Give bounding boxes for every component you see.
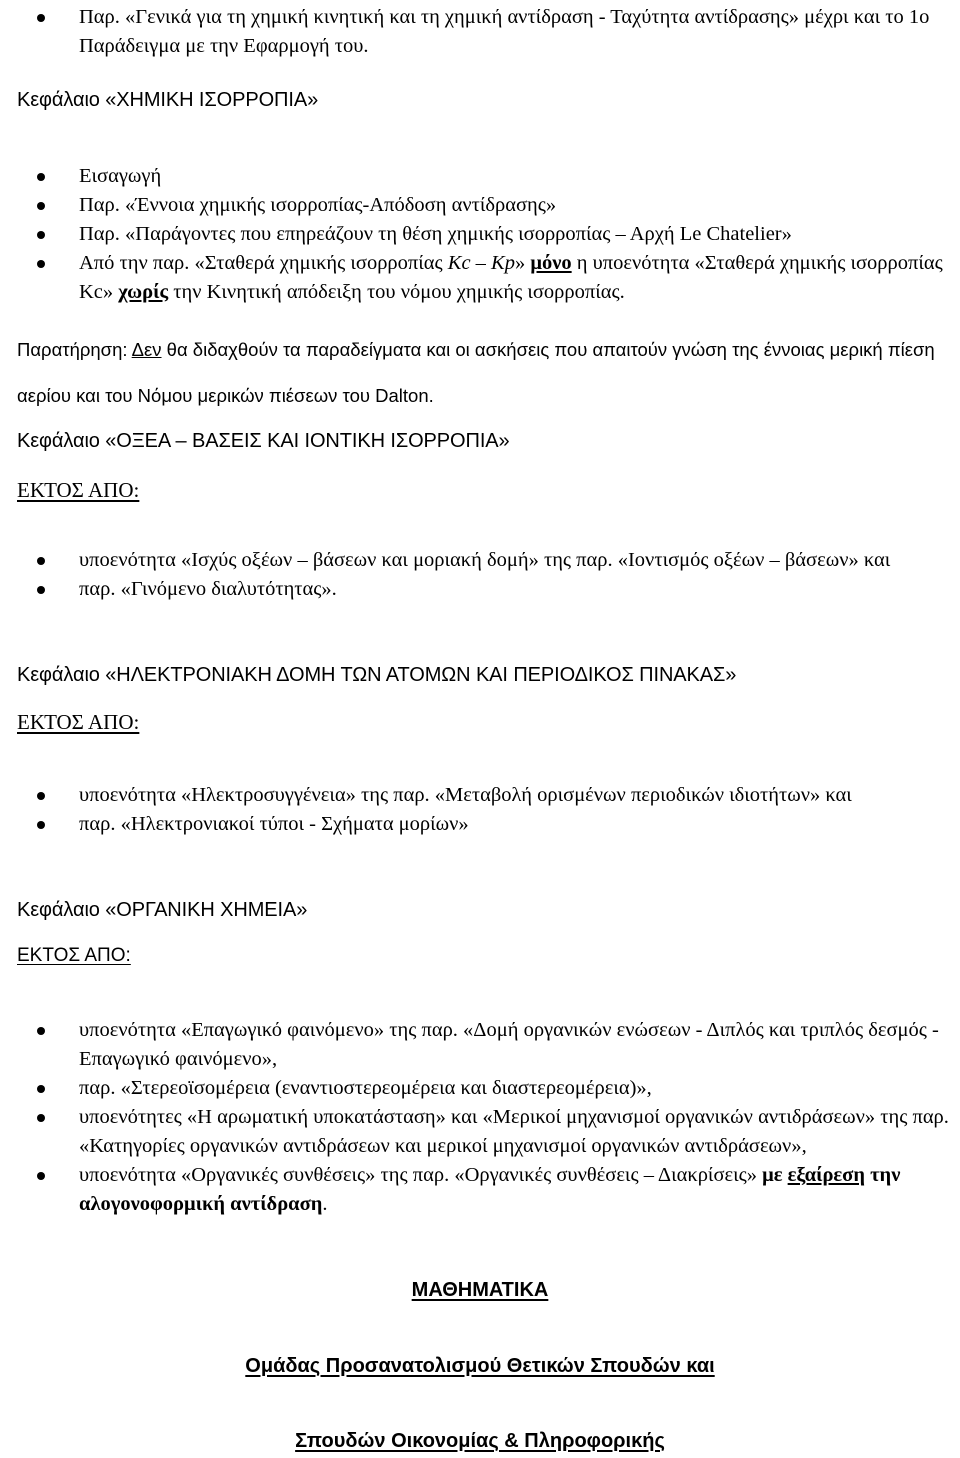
group-title-line1: Ομάδας Προσανατολισμού Θετικών Σπουδών και <box>245 1355 715 1377</box>
list-item: Παρ. «Παράγοντες που επηρεάζουν τη θέση χημικής ισορροπίας – Αρχή Le Chatelier» <box>0 220 960 249</box>
note-paragraph: Παρατήρηση: Δεν θα διδαχθούν τα παραδείγματα και οι ασκήσεις που απαιτούν γνώση της έννοιας μερική πίεση αερίου και του Νόμου μερικών πιέσεων του Dalton. <box>17 339 935 406</box>
list-item: υποενότητα «Οργανικές συνθέσεις» της παρ. «Οργανικές συνθέσεις – Διακρίσεις» με εξαίρεση την αλογονοφορμική αντίδραση. <box>0 1161 960 1219</box>
list-item: παρ. «Στερεοϊσομέρεια (εναντιοστερεομέρεια και διαστερεομέρεια)», <box>0 1074 960 1103</box>
list-item: υποενότητες «Η αρωματική υποκατάσταση» και «Μερικοί μηχανισμοί οργανικών αντιδράσεων» της παρ. «Κατηγορίες οργανικών αντιδράσεων και μερικοί μηχανισμοί οργανικών αντιδράσεων», <box>0 1103 960 1161</box>
list-item: Από την παρ. «Σταθερά χημικής ισορροπίας Kc – Kp» μόνο η υποενότητα «Σταθερά χημικής ισορροπίας Kc» χωρίς την Κινητική απόδειξη του νόμου χημικής ισορροπίας. <box>0 249 960 307</box>
list-item: παρ. «Ηλεκτρονιακοί τύποι - Σχήματα μορίων» <box>0 810 960 839</box>
chapter2-list <box>0 546 960 604</box>
bullet-icon <box>37 1172 45 1180</box>
chapter-title-organic-chemistry: Κεφάλαιο «ΟΡΓΑΝΙΚΗ ΧΗΜΕΙΑ» <box>17 899 308 921</box>
bullet-icon <box>37 1027 45 1035</box>
list-item: υποενότητα «Επαγωγικό φαινόμενο» της παρ. «Δομή οργανικών ενώσεων - Διπλός και τριπλός δεσμός - Επαγωγικό φαινόμενο», <box>0 1016 960 1074</box>
note-label: Παρατήρηση: <box>17 339 128 360</box>
exception-emphasis: εξαίρεση <box>787 1164 865 1186</box>
bullet-icon <box>37 792 45 800</box>
chapter4-list <box>0 1016 960 1219</box>
list-item: Παρ. «Έννοια χημικής ισορροπίας-Απόδοση αντίδρασης» <box>0 191 960 220</box>
only-emphasis: μόνο <box>530 252 572 274</box>
chapter-title-electronic-structure: Κεφάλαιο «ΗΛΕΚΤΡΟΝΙΑΚΗ ΔΟΜΗ ΤΩΝ ΑΤΟΜΩΝ ΚΑΙ ΠΕΡΙΟΔΙΚΟΣ ΠΙΝΑΚΑΣ» <box>17 664 737 686</box>
list-item: Εισαγωγή <box>0 162 960 191</box>
bullet-icon <box>37 14 45 22</box>
bullet-icon <box>37 173 45 181</box>
chapter3-list <box>0 781 960 839</box>
list-item <box>0 3 960 61</box>
except-label: ΕΚΤΟΣ ΑΠΟ: <box>17 710 140 734</box>
except-label: ΕΚΤΟΣ ΑΠΟ: <box>17 478 140 502</box>
not-emphasis: Δεν <box>131 339 162 360</box>
bullet-icon <box>37 586 45 594</box>
without-emphasis: χωρίς <box>118 281 169 303</box>
bullet-icon <box>37 202 45 210</box>
bullet-icon <box>37 260 45 268</box>
list-item-text: Παρ. «Γενικά για τη χημική κινητική και τη χημική αντίδραση - Ταχύτητα αντίδρασης» μέχρι και το 1ο Παράδειγμα με την Εφαρμογή του. <box>79 6 930 57</box>
bullet-icon <box>37 821 45 829</box>
intro-list <box>0 3 960 61</box>
bullet-icon <box>37 231 45 239</box>
list-item: παρ. «Γινόμενο διαλυτότητας». <box>0 575 960 604</box>
list-item: υποενότητα «Ισχύς οξέων – βάσεων και μοριακή δομή» της παρ. «Ιοντισμός οξέων – βάσεων» και <box>0 546 960 575</box>
chapter1-list <box>0 162 960 307</box>
mathematics-title: ΜΑΘΗΜΑΤΙΚΑ <box>411 1279 549 1301</box>
chapter-title-acids-bases: Κεφάλαιο «ΟΞΕΑ – ΒΑΣΕΙΣ ΚΑΙ ΙΟΝΤΙΚΗ ΙΣΟΡΡΟΠΙΑ» <box>17 430 510 452</box>
list-item: υποενότητα «Ηλεκτροσυγγένεια» της παρ. «Μεταβολή ορισμένων περιοδικών ιδιοτήτων» και <box>0 781 960 810</box>
chapter-title-chemical-equilibrium: Κεφάλαιο «ΧΗΜΙΚΗ ΙΣΟΡΡΟΠΙΑ» <box>17 89 319 111</box>
bullet-icon <box>37 1114 45 1122</box>
bullet-icon <box>37 1085 45 1093</box>
bullet-icon <box>37 557 45 565</box>
group-title-line2: Σπουδών Οικονομίας & Πληροφορικής <box>295 1430 665 1452</box>
except-label: ΕΚΤΟΣ ΑΠΟ: <box>17 945 131 966</box>
